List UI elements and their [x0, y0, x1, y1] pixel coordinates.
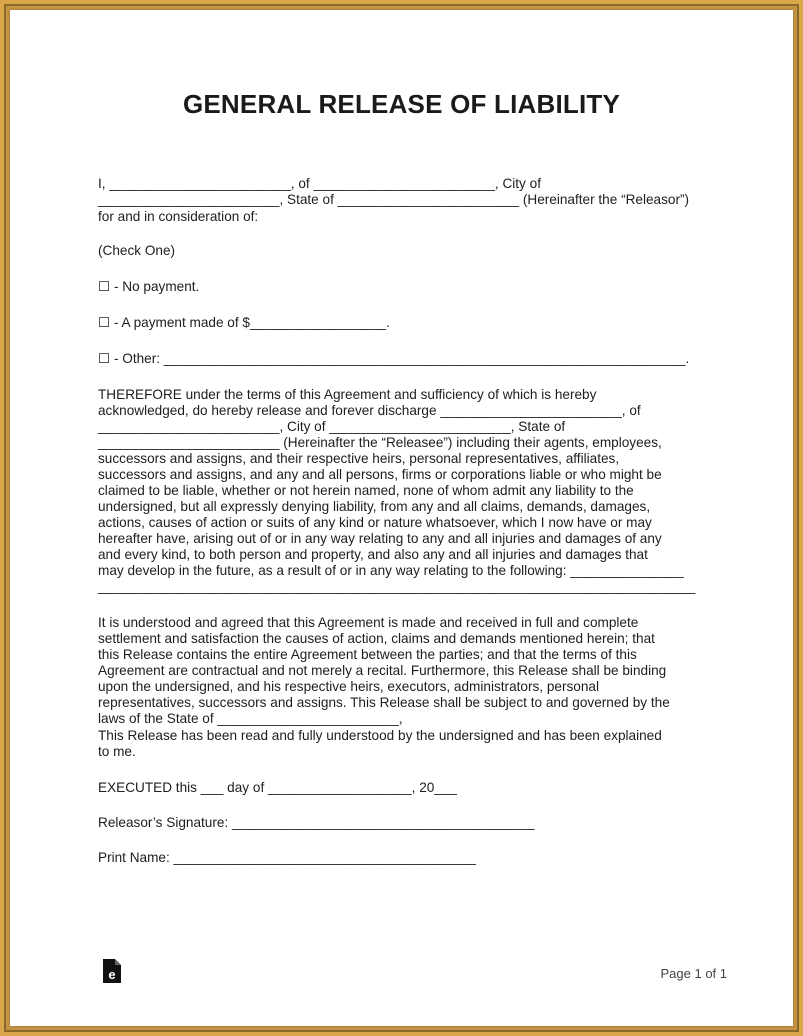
- releasor-line-3: for and in consideration of:: [98, 209, 259, 224]
- option-other[interactable]: ☐ - Other: _____________________________________________________________________.: [98, 351, 690, 366]
- understood-line-5: upon the undersigned, and his respective heirs, executors, administrators, personal: [98, 679, 599, 694]
- page-number: Page 1 of 1: [660, 966, 727, 981]
- therefore-line-3: ________________________, City of ________________________, State of: [98, 419, 566, 434]
- understood-line-9: to me.: [98, 744, 136, 759]
- releasor-line-1: I, ________________________, of ________________________, City of: [98, 176, 541, 191]
- understood-line-8: This Release has been read and fully understood by the undersigned and has been explained: [98, 728, 662, 743]
- therefore-line-11: and every kind, to both person and property, and also any and all injuries and damages that: [98, 547, 648, 562]
- understood-line-6: representatives, successors and assigns. This Release shall be subject to and governed by the: [98, 695, 670, 710]
- understood-line-1: It is understood and agreed that this Agreement is made and received in full and complete: [98, 615, 639, 630]
- document-title: GENERAL RELEASE OF LIABILITY: [182, 89, 621, 119]
- print-name-line: Print Name: ________________________________________: [98, 850, 476, 865]
- understood-line-3: this Release contains the entire Agreement between the parties; and that the terms of this: [98, 647, 637, 662]
- signature-line: Releasor’s Signature: ________________________________________: [98, 815, 535, 830]
- releasor-line-2: ________________________, State of ________________________ (Hereinafter the “Releasor”): [98, 192, 690, 207]
- therefore-line-1: THEREFORE under the terms of this Agreement and sufficiency of which is hereby: [98, 387, 597, 402]
- option-no-payment[interactable]: ☐ - No payment.: [98, 279, 200, 294]
- executed-line: EXECUTED this ___ day of ___________________, 20___: [98, 780, 457, 795]
- therefore-line-6: successors and assigns, and any and all persons, firms or corporations liable or who might be: [98, 467, 662, 482]
- check-one-label: (Check One): [98, 243, 176, 258]
- therefore-line-9: actions, causes of action or suits of any kind or nature whatsoever, which I now have or may: [98, 515, 652, 530]
- therefore-line-12: may develop in the future, as a result of or in any way relating to the following: _______________: [98, 563, 684, 578]
- understood-line-4: Agreement are contractual and not merely a recital. Furthermore, this Release shall be binding: [98, 663, 667, 678]
- understood-line-7: laws of the State of ________________________,: [98, 711, 403, 726]
- svg-text:e: e: [108, 967, 116, 982]
- therefore-line-7: claimed to be liable, whether or not herein named, none of whom admit any liability to the: [98, 483, 634, 498]
- therefore-line-8: undersigned, but all expressly denying liability, from any and all claims, demands, damages,: [98, 499, 651, 514]
- therefore-line-5: successors and assigns, and their respective heirs, personal representatives, affiliates,: [98, 451, 620, 466]
- option-payment-made[interactable]: ☐ - A payment made of $__________________.: [98, 315, 390, 330]
- therefore-line-10: hereafter have, arising out of or in any way relating to any and all injuries and damages of any: [98, 531, 662, 546]
- eforms-logo-icon: [102, 958, 122, 984]
- therefore-line-4: ________________________ (Hereinafter the “Releasee”) including their agents, employees,: [98, 435, 662, 450]
- understood-line-2: settlement and satisfaction the causes of action, claims and demands mentioned herein; that: [98, 631, 655, 646]
- therefore-line-2: acknowledged, do hereby release and forever discharge ________________________, of: [98, 403, 641, 418]
- document-page: [10, 10, 793, 1026]
- therefore-line-13: _______________________________________________________________________________: [98, 579, 696, 594]
